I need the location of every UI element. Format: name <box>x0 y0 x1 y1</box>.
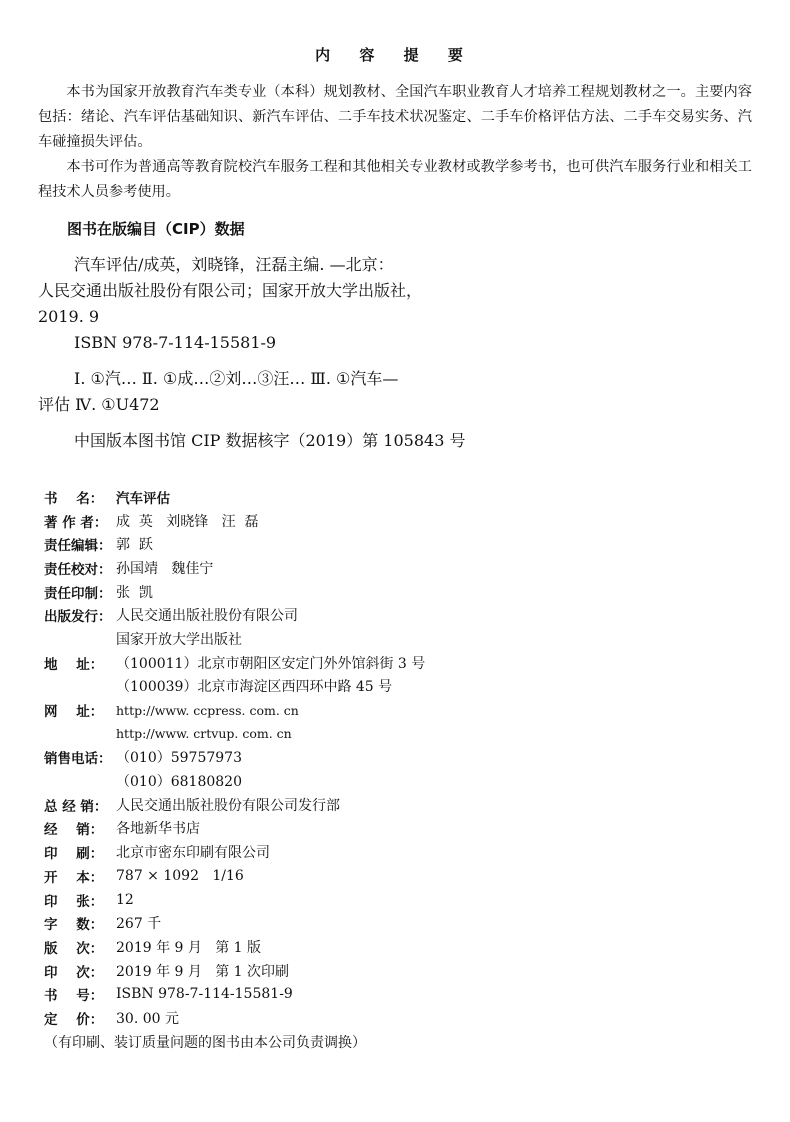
footnote: （有印刷、装订质量问题的图书由本公司负责调换） <box>44 1034 366 1051</box>
cip-block <box>38 252 758 454</box>
info-value: 12 <box>116 891 134 908</box>
summary-body <box>38 80 752 205</box>
info-label: 印 刷： <box>44 846 104 863</box>
info-value: 孙国靖 魏佳宁 <box>116 560 214 577</box>
info-value: 成 英 刘晓锋 汪 磊 <box>116 513 259 530</box>
cip-isbn: ISBN 978-7-114-15581-9 <box>74 333 277 352</box>
info-label: 书 名： <box>44 490 104 507</box>
info-value: 郭 跃 <box>116 537 153 554</box>
info-value: （010）59757973 <box>116 750 242 767</box>
info-label: 责任校对： <box>44 561 112 578</box>
info-label: 网 址： <box>44 704 104 721</box>
cip-record: 中国版本图书馆 CIP 数据核字（2019）第 105843 号 <box>74 431 466 450</box>
summary-title: 内 容 提 要 <box>315 46 475 64</box>
info-label: 销售电话： <box>44 751 112 768</box>
info-label: 开 本： <box>44 869 104 886</box>
info-label: 书 号： <box>44 988 104 1005</box>
info-value: 人民交通出版社股份有限公司发行部 <box>116 797 340 814</box>
info-value: 30. 00 元 <box>116 1010 179 1027</box>
info-value: （100039）北京市海淀区西四环中路 45 号 <box>116 679 393 696</box>
info-value: 北京市密东印刷有限公司 <box>116 845 270 862</box>
info-label: 印 张： <box>44 893 104 910</box>
info-label: 印 次： <box>44 964 104 981</box>
info-value: 各地新华书店 <box>116 821 200 838</box>
cip-heading: 图书在版编目（CIP）数据 <box>67 220 245 238</box>
info-label: 总 经 销： <box>44 798 108 815</box>
info-value: 人民交通出版社股份有限公司 <box>116 608 298 625</box>
info-label: 责任印制： <box>44 585 112 602</box>
info-value: （100011）北京市朝阳区安定门外外馆斜街 3 号 <box>116 655 426 672</box>
info-label: 版 次： <box>44 940 104 957</box>
info-label: 地 址： <box>44 656 104 673</box>
book-title-value: 汽车评估 <box>116 490 170 507</box>
info-label: 定 价： <box>44 1011 104 1028</box>
info-value: 787 × 1092 1/16 <box>116 867 244 884</box>
cip-subject: 评估 Ⅳ. ①U472 <box>38 395 160 414</box>
info-value: 国家开放大学出版社 <box>116 631 242 648</box>
info-label: 经 销： <box>44 822 104 839</box>
info-value: ISBN 978-7-114-15581-9 <box>116 986 293 1003</box>
info-value: （010）68180820 <box>116 774 242 791</box>
info-value: 2019 年 9 月 第 1 版 <box>116 939 262 956</box>
info-value: 2019 年 9 月 第 1 次印刷 <box>116 963 290 980</box>
cip-subject: Ⅰ. ①汽… Ⅱ. ①成…②刘…③汪… Ⅲ. ①汽车— <box>74 369 399 388</box>
info-label: 责任编辑： <box>44 538 112 555</box>
cip-line: 2019. 9 <box>38 307 100 326</box>
url-link: http://www. ccpress. com. cn <box>116 702 299 718</box>
summary-paragraph: 本书可作为普通高等教育院校汽车服务工程和其他相关专业教材或教学参考书，也可供汽车服务行业和相关工程技术人员参考使用。 <box>38 159 752 200</box>
summary-paragraph: 本书为国家开放教育汽车类专业（本科）规划教材、全国汽车职业教育人才培养工程规划教材之一。主要内容包括：绪论、汽车评估基础知识、新汽车评估、二手车技术状况鉴定、二手车价格评估方法、二手车交易实务、汽车碰撞损失评估。 <box>38 84 752 150</box>
info-label: 著 作 者： <box>44 514 108 531</box>
info-value: 267 千 <box>116 916 162 933</box>
info-value: 张 凯 <box>116 584 153 601</box>
cip-line: 人民交通出版社股份有限公司；国家开放大学出版社， <box>38 281 423 300</box>
url-link: http://www. crtvup. com. cn <box>116 726 292 742</box>
info-label: 字 数： <box>44 917 104 934</box>
publication-info <box>44 485 744 1052</box>
info-label: 出版发行： <box>44 609 112 626</box>
cip-line: 汽车评估/成英，刘晓锋，汪磊主编. —北京： <box>74 255 394 274</box>
